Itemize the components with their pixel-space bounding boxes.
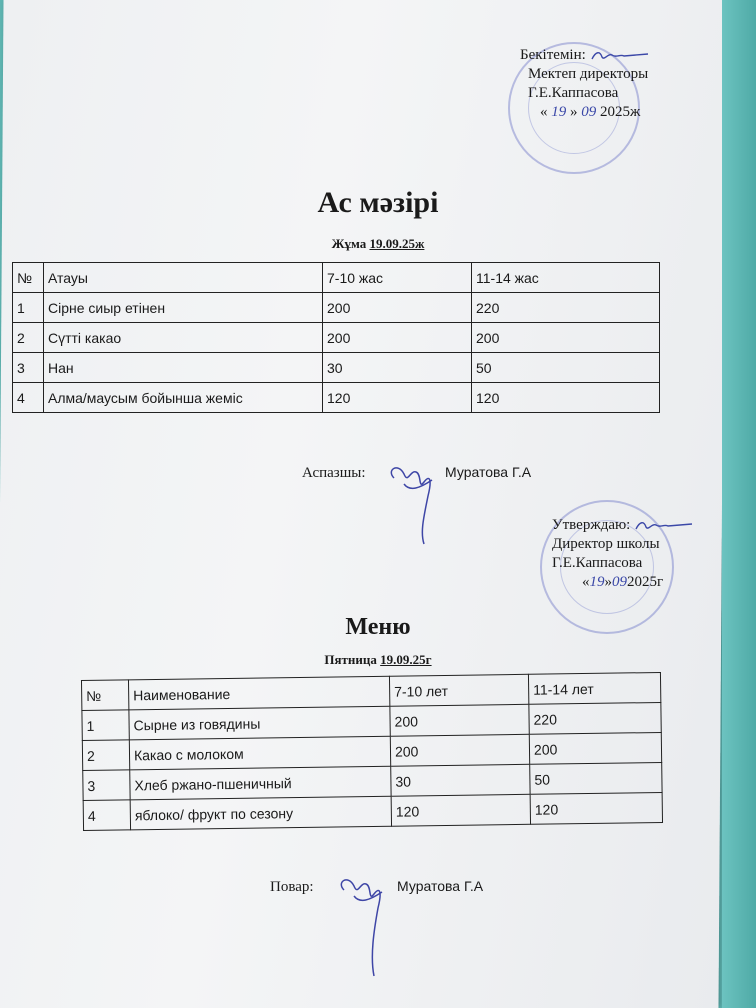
director-signature <box>634 519 694 533</box>
cook-label: Повар: <box>270 879 314 895</box>
header-cell: № <box>81 680 128 711</box>
approval-day: 19 <box>551 104 567 120</box>
table-cell: 3 <box>83 770 130 801</box>
table-cell: 120 <box>530 792 662 824</box>
header-cell: Наименование <box>128 676 389 710</box>
table-cell: 1 <box>82 710 129 741</box>
table-row <box>13 323 660 353</box>
approval-name: Г.Е.Каппасова <box>528 85 619 101</box>
date-label: 19.09.25г <box>380 652 432 667</box>
date-quote-close: » <box>570 104 578 120</box>
approval-year: 2025ж <box>600 104 641 120</box>
menu-table-ru <box>81 672 663 831</box>
cook-name: Муратова Г.А <box>445 464 532 480</box>
approval-block-kz <box>520 46 650 122</box>
table-cell: 3 <box>13 353 44 383</box>
table-cell: 200 <box>323 293 472 323</box>
table-cell: 200 <box>390 704 529 736</box>
approval-month: 09 <box>612 574 627 590</box>
table-cell: 1 <box>13 293 44 323</box>
table-cell: Какао с молоком <box>129 736 390 770</box>
cook-signature <box>380 440 450 550</box>
table-header-row <box>13 263 660 293</box>
table-cell: Сырне из говядины <box>129 706 390 740</box>
cook-signature <box>330 860 400 980</box>
header-cell: 7-10 жас <box>323 263 472 293</box>
table-cell: Сүтті какао <box>44 323 323 353</box>
table-cell: 50 <box>530 762 662 794</box>
approval-name: Г.Е.Каппасова <box>552 555 643 571</box>
table-cell: Алма/маусым бойынша жеміс <box>44 383 323 413</box>
date-quote-open: « <box>540 104 548 120</box>
approval-label: Бекітемін: <box>520 47 586 63</box>
cook-name: Муратова Г.А <box>397 878 484 894</box>
day-label: Жұма <box>331 236 367 251</box>
table-cell: Нан <box>44 353 323 383</box>
table-cell: 200 <box>390 734 529 766</box>
table-cell: 120 <box>391 794 530 826</box>
table-cell: 30 <box>323 353 472 383</box>
date-quote-open: « <box>582 574 590 590</box>
table-cell: 200 <box>323 323 472 353</box>
table-cell: 2 <box>13 323 44 353</box>
table-cell: 200 <box>529 732 661 764</box>
approval-position: Мектеп директоры <box>528 66 649 82</box>
director-signature <box>590 49 650 63</box>
header-cell: 11-14 лет <box>528 672 660 704</box>
table-cell: 30 <box>391 764 530 796</box>
header-cell: 7-10 лет <box>389 674 528 706</box>
table-cell: Сірне сиыр етінен <box>44 293 323 323</box>
table-row <box>13 293 660 323</box>
background-surface <box>722 0 756 1008</box>
table-cell: 200 <box>472 323 660 353</box>
table-cell: 4 <box>83 800 130 831</box>
menu-table-kz <box>12 262 660 413</box>
header-cell: № <box>13 263 44 293</box>
date-label: 19.09.25ж <box>369 236 425 251</box>
approval-label: Утверждаю: <box>552 517 631 533</box>
table-row <box>13 383 660 413</box>
table-cell: яблоко/ фрукт по сезону <box>130 796 391 830</box>
approval-year: 2025г <box>627 574 664 590</box>
approval-block-ru <box>552 516 694 592</box>
table-cell: 50 <box>472 353 660 383</box>
table-cell: Хлеб ржано-пшеничный <box>130 766 391 800</box>
table-cell: 2 <box>82 740 129 771</box>
table-row <box>13 353 660 383</box>
approval-position: Директор школы <box>552 536 660 552</box>
table-cell: 4 <box>13 383 44 413</box>
date-quote-close: » <box>604 574 612 590</box>
table-cell: 220 <box>529 702 661 734</box>
menu-day-ru <box>0 652 756 668</box>
table-cell: 120 <box>323 383 472 413</box>
cook-label: Аспазшы: <box>302 465 366 481</box>
page-title-kz: Ас мәзірі <box>317 186 439 219</box>
page-title-ru: Меню <box>345 614 411 640</box>
table-cell: 120 <box>472 383 660 413</box>
menu-day-kz <box>0 236 756 252</box>
header-cell: 11-14 жас <box>472 263 660 293</box>
approval-month: 09 <box>581 104 597 120</box>
day-label: Пятница <box>324 652 377 667</box>
approval-day: 19 <box>589 574 605 590</box>
header-cell: Атауы <box>44 263 323 293</box>
table-cell: 220 <box>472 293 660 323</box>
